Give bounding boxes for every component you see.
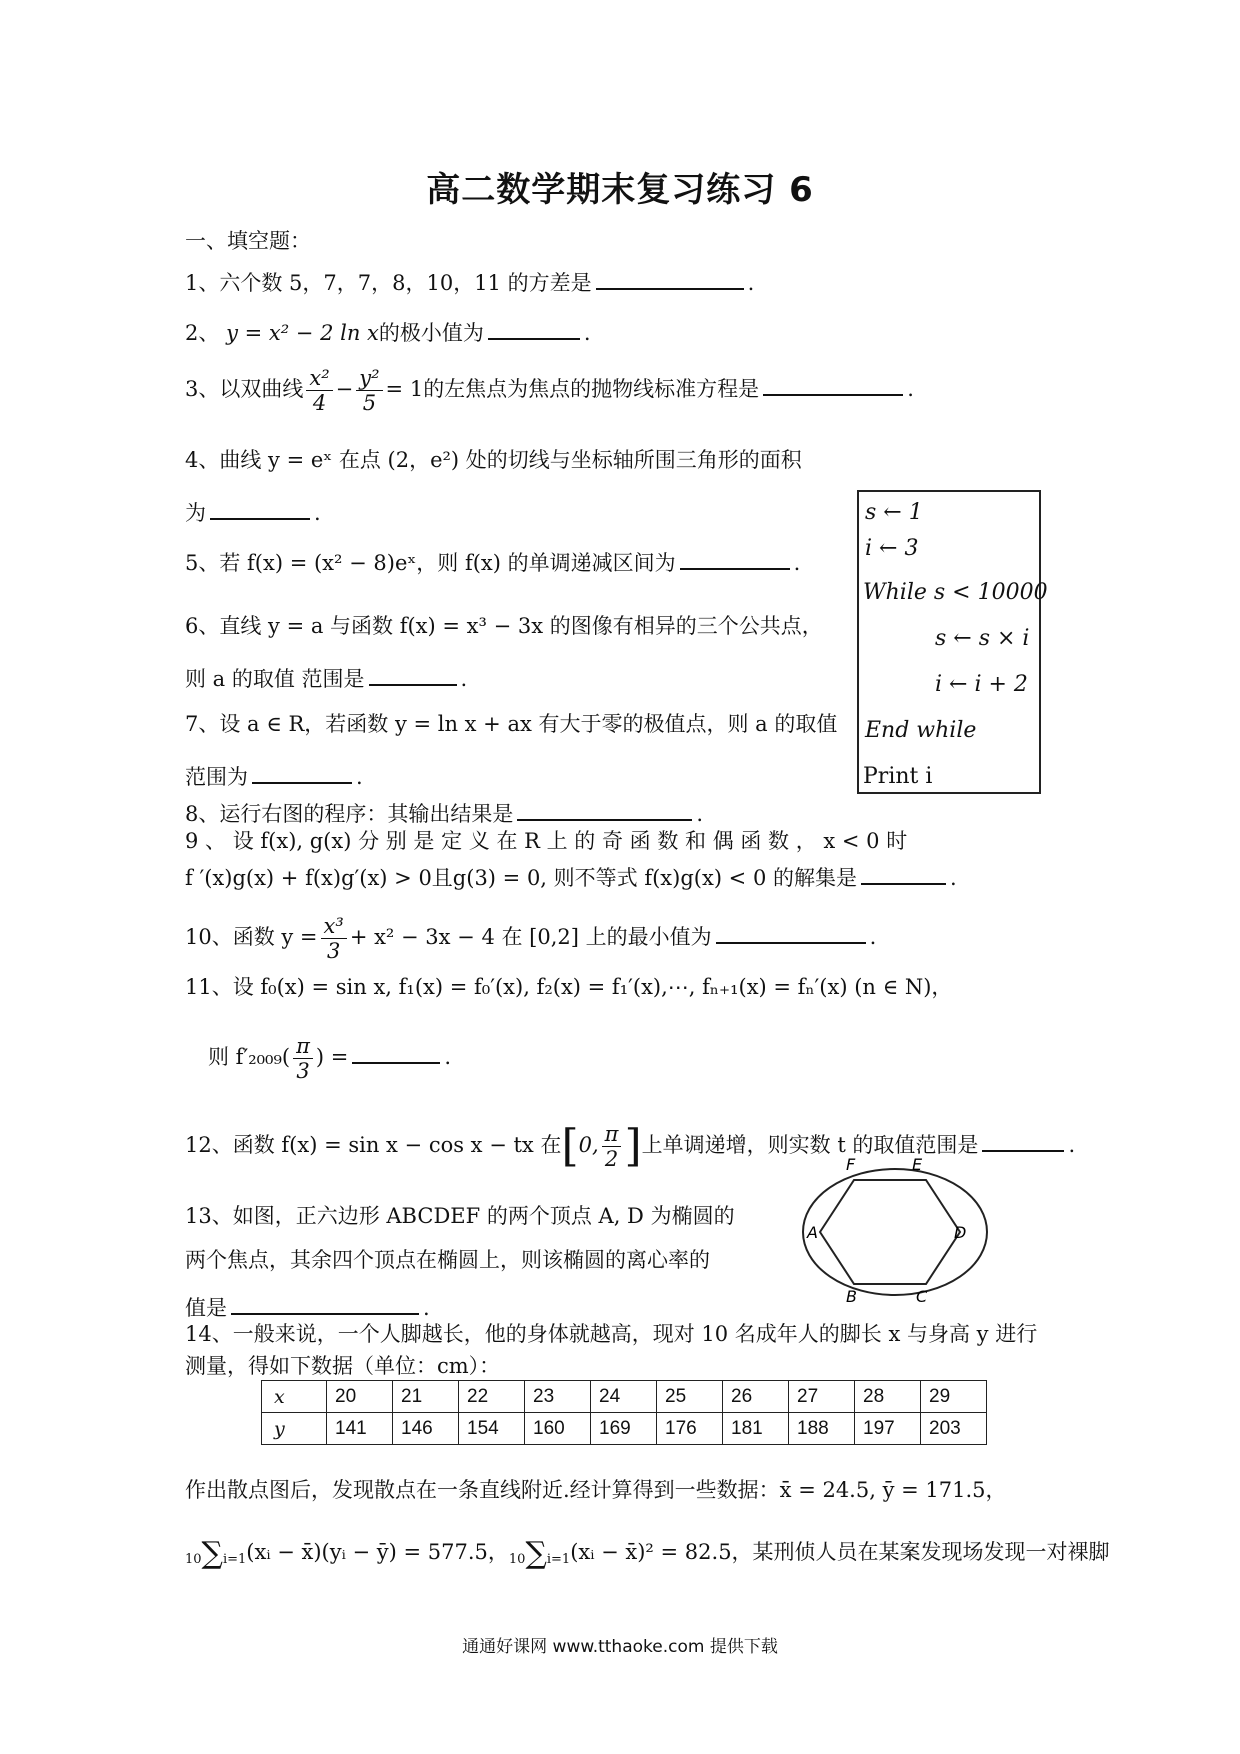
answer-blank-5[interactable] bbox=[680, 546, 790, 570]
sum-upper-limit: 10 bbox=[508, 1551, 526, 1567]
answer-blank-13[interactable] bbox=[231, 1291, 419, 1315]
question-4-line-1: 4、曲线 y = eˣ 在点 (2，e²) 处的切线与坐标轴所围三角形的面积 bbox=[185, 448, 802, 472]
table-cell: 141 bbox=[327, 1413, 393, 1445]
table-cell: 24 bbox=[591, 1381, 657, 1413]
question-6-prefix: 则 a 的取值 范围是 bbox=[185, 667, 365, 691]
fraction-pi-over-3 bbox=[293, 1034, 313, 1083]
fraction-denominator: 3 bbox=[326, 939, 341, 963]
program-line-4: s ← s × i bbox=[935, 626, 1030, 651]
answer-blank-12[interactable] bbox=[982, 1128, 1064, 1152]
table-cell: 197 bbox=[855, 1413, 921, 1445]
page-title: 高二数学期末复习练习 6 bbox=[426, 170, 814, 210]
fraction-numerator: y² bbox=[356, 366, 382, 391]
answer-blank-10[interactable] bbox=[716, 920, 866, 944]
question-10 bbox=[185, 914, 876, 963]
fraction-numerator: x³ bbox=[321, 914, 347, 939]
answer-blank-3[interactable] bbox=[763, 372, 903, 396]
table-cell: 160 bbox=[525, 1413, 591, 1445]
question-2 bbox=[185, 316, 591, 347]
program-line-3: While s < 10000 bbox=[863, 580, 1048, 605]
fraction-y2-over-5 bbox=[356, 366, 382, 415]
minus-sign: − bbox=[335, 377, 354, 401]
point-label-C: C bbox=[916, 1287, 928, 1305]
point-label-D: D bbox=[954, 1223, 967, 1242]
fraction-numerator: π bbox=[293, 1034, 313, 1059]
question-13-line-1: 13、如图，正六边形 ABCDEF 的两个顶点 A, D 为椭圆的 bbox=[185, 1204, 735, 1228]
question-6-line-2 bbox=[185, 662, 467, 693]
period: . bbox=[696, 802, 704, 826]
table-cell: 169 bbox=[591, 1413, 657, 1445]
period: . bbox=[869, 925, 877, 949]
fraction-denominator: 3 bbox=[296, 1059, 310, 1083]
answer-blank-4[interactable] bbox=[210, 496, 310, 520]
sum-lower-limit: i=1 bbox=[222, 1551, 247, 1567]
fraction-numerator: x² bbox=[306, 366, 332, 391]
table-cell: 154 bbox=[459, 1413, 525, 1445]
table-cell: 20 bbox=[327, 1381, 393, 1413]
question-11-suffix: ) = bbox=[315, 1045, 349, 1069]
question-5 bbox=[185, 546, 800, 577]
table-cell: 203 bbox=[921, 1413, 987, 1445]
question-3 bbox=[185, 366, 914, 415]
interval-left: 0, bbox=[578, 1133, 599, 1157]
question-14-sums bbox=[185, 1535, 1110, 1571]
fraction-x2-over-4 bbox=[306, 366, 332, 415]
question-7-prefix: 范围为 bbox=[185, 765, 248, 789]
question-10-suffix: + x² − 3x − 4 在 [0,2] 上的最小值为 bbox=[349, 925, 712, 949]
summation-symbol-2: 10∑i=1 bbox=[508, 1535, 571, 1571]
answer-blank-9[interactable] bbox=[861, 861, 946, 885]
page-footer: 通通好课网 www.tthaoke.com 提供下载 bbox=[462, 1637, 778, 1657]
question-9-text: f ′(x)g(x) + f(x)g′(x) > 0且g(3) = 0, 则不等式 f(x)g(x) < 0 的解集是 bbox=[185, 866, 857, 890]
period: . bbox=[907, 377, 914, 401]
table-cell: 26 bbox=[723, 1381, 789, 1413]
program-line-7: Print i bbox=[863, 764, 933, 789]
table-cell: 28 bbox=[855, 1381, 921, 1413]
question-7-line-1: 7、设 a ∈ R，若函数 y = ln x + ax 有大于零的极值点，则 a 的取值 bbox=[185, 712, 838, 736]
period: . bbox=[356, 765, 363, 789]
sum-lower-limit: i=1 bbox=[546, 1551, 571, 1567]
table-header-x: x bbox=[262, 1381, 327, 1413]
fraction-x3-over-3 bbox=[321, 914, 347, 963]
equals-one: = 1 bbox=[385, 377, 424, 401]
period: . bbox=[444, 1045, 452, 1069]
question-8-text: 8、运行右图的程序：其输出结果是 bbox=[185, 802, 514, 826]
program-line-6: End while bbox=[865, 718, 977, 743]
period: . bbox=[583, 321, 591, 345]
question-8 bbox=[185, 797, 703, 828]
fraction-denominator: 2 bbox=[604, 1147, 619, 1171]
table-cell: 29 bbox=[921, 1381, 987, 1413]
question-14-line-2: 测量，得如下数据（单位：cm）： bbox=[185, 1354, 501, 1378]
question-13-line-2: 两个焦点，其余四个顶点在椭圆上，则该椭圆的离心率的 bbox=[185, 1248, 710, 1272]
question-1 bbox=[185, 266, 754, 297]
question-9-line-2 bbox=[185, 861, 957, 892]
question-14-line-3: 作出散点图后，发现散点在一条直线附近.经计算得到一些数据：x̄ = 24.5, ȳ = 171.5， bbox=[185, 1478, 1007, 1502]
period: . bbox=[314, 501, 321, 525]
table-row-y bbox=[262, 1413, 987, 1445]
question-2-expression: y = x² − 2 ln x bbox=[226, 321, 379, 345]
period: . bbox=[950, 866, 957, 890]
question-11-line-2 bbox=[208, 1034, 451, 1083]
point-label-A: A bbox=[807, 1223, 818, 1242]
left-bracket: [ bbox=[561, 1120, 579, 1172]
hexagon bbox=[820, 1180, 960, 1284]
table-cell: 27 bbox=[789, 1381, 855, 1413]
question-11-prefix: 则 f′₂₀₀₉( bbox=[208, 1045, 291, 1069]
answer-blank-8[interactable] bbox=[517, 797, 692, 821]
point-label-B: B bbox=[846, 1287, 857, 1305]
question-13-line-3 bbox=[185, 1291, 430, 1322]
answer-blank-1[interactable] bbox=[596, 266, 744, 290]
question-4-prefix: 为 bbox=[185, 501, 206, 525]
question-10-prefix: 10、函数 y = bbox=[185, 925, 318, 949]
period: . bbox=[423, 1296, 430, 1320]
point-label-F: F bbox=[846, 1155, 856, 1174]
table-row-x bbox=[262, 1381, 987, 1413]
question-13-prefix: 值是 bbox=[185, 1296, 227, 1320]
question-3-prefix: 3、以双曲线 bbox=[185, 377, 304, 401]
summation-symbol-1: 10∑i=1 bbox=[185, 1535, 247, 1571]
answer-blank-6[interactable] bbox=[369, 662, 457, 686]
question-14-line-1: 14、一般来说，一个人脚越长，他的身体就越高，现对 10 名成年人的脚长 x 与身高 y 进行 bbox=[185, 1322, 1038, 1346]
foot-height-table bbox=[261, 1380, 987, 1445]
question-6-line-1: 6、直线 y = a 与函数 f(x) = x³ − 3x 的图像有相异的三个公共点， bbox=[185, 614, 823, 638]
period: . bbox=[793, 551, 801, 575]
fraction-denominator: 4 bbox=[312, 391, 327, 415]
section-heading: 一、填空题： bbox=[185, 229, 311, 253]
table-cell: 176 bbox=[657, 1413, 723, 1445]
fraction-pi-over-2 bbox=[602, 1122, 622, 1171]
program-box bbox=[857, 490, 1048, 794]
point-label-E: E bbox=[912, 1155, 923, 1174]
table-cell: 21 bbox=[393, 1381, 459, 1413]
table-cell: 22 bbox=[459, 1381, 525, 1413]
right-bracket: ] bbox=[624, 1120, 642, 1172]
period: . bbox=[460, 667, 468, 691]
answer-blank-11[interactable] bbox=[352, 1040, 440, 1064]
table-cell: 23 bbox=[525, 1381, 591, 1413]
fraction-numerator: π bbox=[602, 1122, 622, 1147]
table-header-y: y bbox=[262, 1413, 327, 1445]
ellipse-hexagon-figure bbox=[800, 1150, 990, 1305]
question-12-suffix: 上单调递增，则实数 t 的取值范围是 bbox=[641, 1133, 979, 1157]
answer-blank-7[interactable] bbox=[252, 760, 352, 784]
table-cell: 181 bbox=[723, 1413, 789, 1445]
sum-expression-2: (xᵢ − x̄)² = 82.5，某刑侦人员在某案发现场发现一对裸脚 bbox=[570, 1540, 1110, 1564]
period: . bbox=[1068, 1133, 1076, 1157]
sum-upper-limit: 10 bbox=[185, 1551, 202, 1567]
question-7-line-2 bbox=[185, 760, 363, 791]
program-line-2: i ← 3 bbox=[865, 536, 919, 561]
question-3-suffix: 的左焦点为焦点的抛物线标准方程是 bbox=[423, 377, 760, 401]
period: . bbox=[747, 271, 755, 295]
question-12-prefix: 12、函数 f(x) = sin x − cos x − tx 在 bbox=[185, 1133, 562, 1157]
question-1-text: 1、六个数 5，7，7，8，10，11 的方差是 bbox=[185, 271, 592, 295]
answer-blank-2[interactable] bbox=[488, 316, 580, 340]
table-cell: 146 bbox=[393, 1413, 459, 1445]
program-line-1: s ← 1 bbox=[865, 500, 923, 525]
fraction-denominator: 5 bbox=[362, 391, 377, 415]
program-line-5: i ← i + 2 bbox=[935, 672, 1028, 697]
question-2-number: 2、 bbox=[185, 321, 220, 345]
question-9-line-1: 9 、 设 f(x), g(x) 分 别 是 定 义 在 R 上 的 奇 函 数 和 偶 函 数 ， x < 0 时 bbox=[185, 829, 908, 853]
sum-expression-1: (xᵢ − x̄)(yᵢ − ȳ) = 577.5， bbox=[246, 1540, 509, 1564]
question-11-line-1: 11、设 f₀(x) = sin x, f₁(x) = f₀′(x), f₂(x) = f₁′(x),⋯, fₙ₊₁(x) = fₙ′(x) (n ∈ N)， bbox=[185, 975, 953, 999]
table-cell: 188 bbox=[789, 1413, 855, 1445]
question-2-text: 的极小值为 bbox=[378, 321, 484, 345]
table-cell: 25 bbox=[657, 1381, 723, 1413]
question-4-line-2 bbox=[185, 496, 321, 527]
question-5-text: 5、若 f(x) = (x² − 8)eˣ，则 f(x) 的单调递减区间为 bbox=[185, 551, 676, 575]
